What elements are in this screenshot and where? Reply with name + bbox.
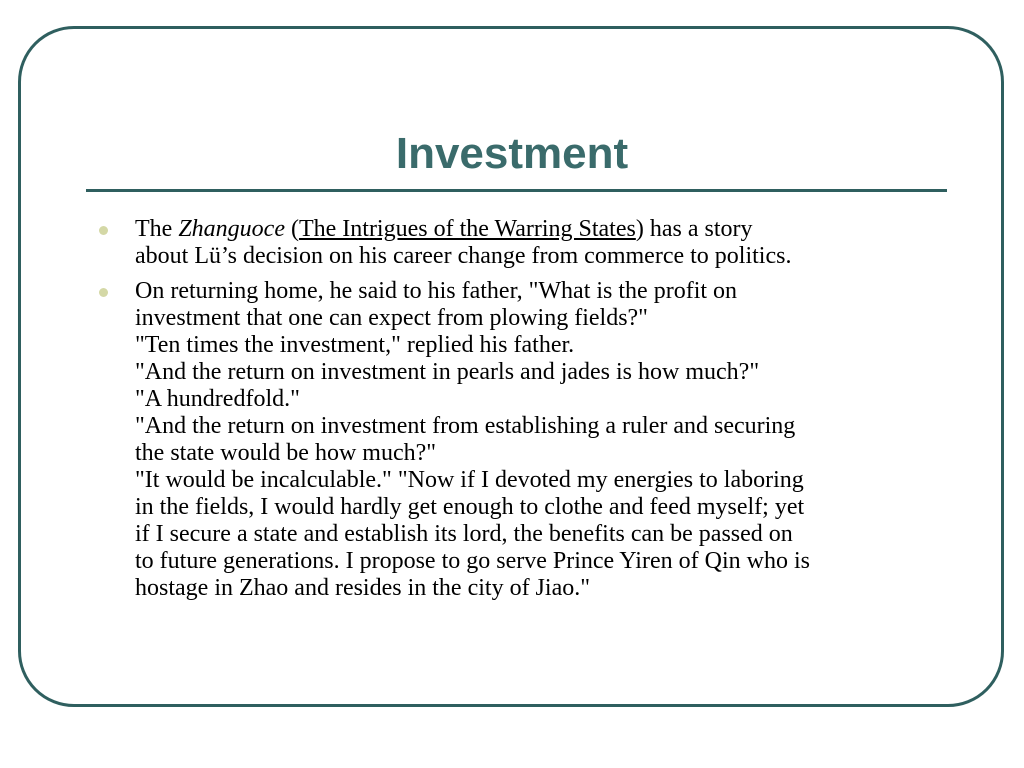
bullet-1-line-1: [135, 216, 946, 243]
bullet-1-line-2: about Lü’s decision on his career change from commerce to politics.: [135, 243, 792, 269]
bullet-item-2: [96, 278, 946, 602]
bullet-2-line: hostage in Zhao and resides in the city of Jiao.": [135, 575, 591, 601]
bullet-list: [96, 216, 946, 610]
bullet-2-line: the state would be how much?": [135, 440, 437, 466]
title-divider: [86, 189, 947, 192]
intrigues-title-link[interactable]: The Intrigues of the Warring States: [298, 216, 636, 242]
bullet-2-line: "And the return on investment from establishing a ruler and securing: [135, 413, 796, 439]
bullet-1-text-a: The: [135, 216, 179, 242]
bullet-1-text-b: (: [284, 216, 299, 242]
bullet-2-line: to future generations. I propose to go serve Prince Yiren of Qin who is: [135, 548, 810, 574]
bullet-2-line: "And the return on investment in pearls and jades is how much?": [135, 359, 760, 385]
bullet-2-line: investment that one can expect from plowing fields?": [135, 305, 648, 331]
bullet-2-line: "Ten times the investment," replied his father.: [135, 332, 575, 358]
slide-title: Investment: [395, 129, 629, 178]
bullet-2-line: in the fields, I would hardly get enough to clothe and feed myself; yet: [135, 494, 805, 520]
bullet-2-line: "It would be incalculable." "Now if I devoted my energies to laboring: [135, 467, 804, 493]
bullet-2-line: if I secure a state and establish its lord, the benefits can be passed on: [135, 521, 793, 547]
bullet-2-line: "A hundredfold.": [135, 386, 300, 412]
bullet-item-1: [96, 216, 946, 270]
bullet-dot-icon: [99, 226, 108, 235]
bullet-dot-icon: [99, 288, 108, 297]
bullet-1-text-c: ) has a story: [635, 216, 753, 242]
zhanguoce-title: Zhanguoce: [178, 216, 285, 242]
bullet-2-line: On returning home, he said to his father, "What is the profit on: [135, 278, 738, 304]
